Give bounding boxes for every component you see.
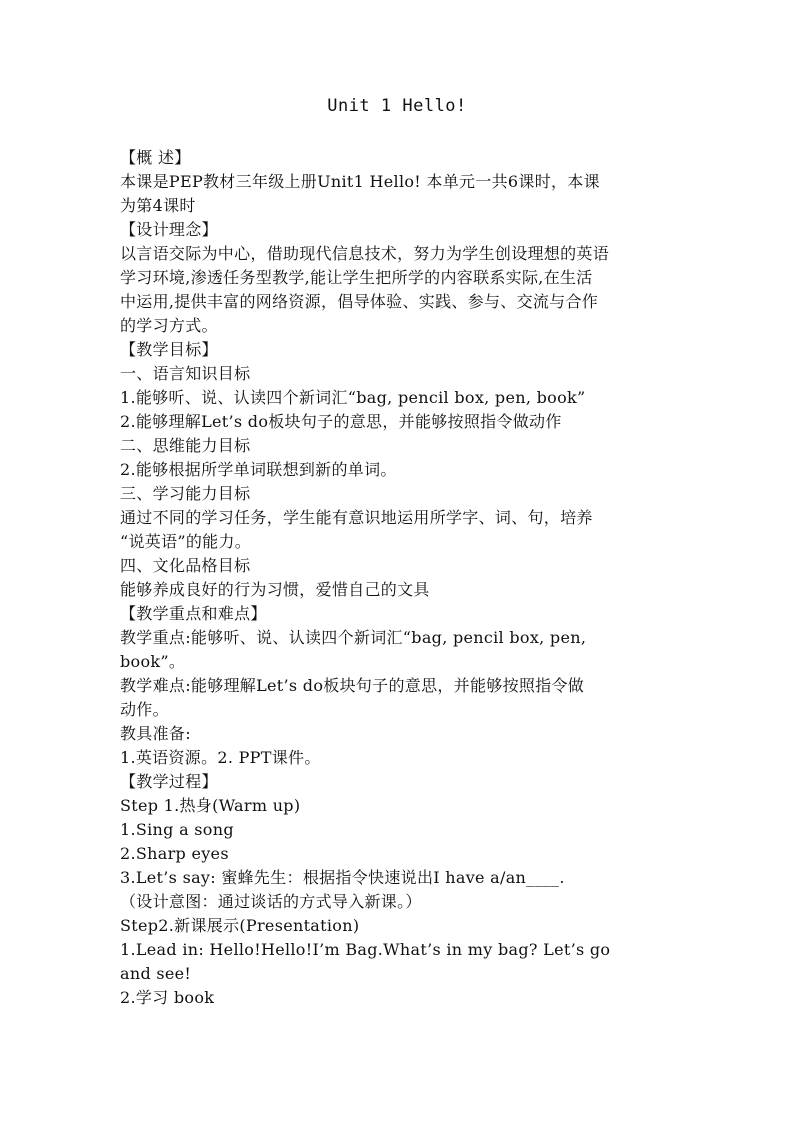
- text-line: 以言语交际为中心，借助现代信息技术，努力为学生创设理想的英语: [120, 244, 610, 263]
- text-line: 本课是PEP教材三年级上册Unit1 Hello! 本单元一共6课时，本课: [120, 172, 600, 191]
- text-line: 能够养成良好的行为习惯，爱惜自己的文具: [120, 580, 430, 599]
- text-line: and see!: [120, 964, 192, 983]
- subheading: 二、思维能力目标: [120, 436, 251, 455]
- text-line: 1.Sing a song: [120, 820, 234, 839]
- section-heading-design-concept: 【设计理念】: [120, 220, 218, 239]
- text-line: 2.能够理解Let’s do板块句子的意思，并能够按照指令做动作: [120, 412, 562, 431]
- text-line: 教学重点:能够听、说、认读四个新词汇“bag, pencil box, pen,: [120, 628, 587, 647]
- section-heading-key-points: 【教学重点和难点】: [120, 604, 267, 623]
- text-line: 2.学习 book: [120, 988, 215, 1007]
- document-body: [120, 146, 680, 1010]
- text-line: 2.能够根据所学单词联想到新的单词。: [120, 460, 397, 479]
- text-line: 动作。: [120, 700, 169, 719]
- section-heading-overview: 【概 述】: [120, 148, 191, 167]
- text-line: 教学难点:能够理解Let’s do板块句子的意思，并能够按照指令做: [120, 676, 585, 695]
- text-line: Step2.新课展示(Presentation): [120, 916, 360, 935]
- section-heading-teaching-process: 【教学过程】: [120, 772, 218, 791]
- subheading: 三、学习能力目标: [120, 484, 251, 503]
- text-line: 1.英语资源。2. PPT课件。: [120, 748, 321, 767]
- subheading: 一、语言知识目标: [120, 364, 251, 383]
- text-line: 1.能够听、说、认读四个新词汇“bag, pencil box, pen, book”: [120, 388, 586, 407]
- text-line: Step 1.热身(Warm up): [120, 796, 301, 815]
- text-line: 教具准备:: [120, 724, 191, 743]
- text-line: 2.Sharp eyes: [120, 844, 229, 863]
- text-line: （设计意图：通过谈话的方式导入新课。）: [120, 892, 422, 911]
- text-line: 的学习方式。: [120, 316, 218, 335]
- text-line: 为第4课时: [120, 196, 196, 215]
- text-line: 中运用,提供丰富的网络资源，倡导体验、实践、参与、交流与合作: [120, 292, 599, 311]
- text-line: 学习环境,渗透任务型教学,能让学生把所学的内容联系实际,在生活: [120, 268, 593, 287]
- text-line: 1.Lead in: Hello!Hello!I’m Bag.What’s in my bag? Let’s go: [120, 940, 611, 959]
- document-title: Unit 1 Hello!: [327, 96, 467, 116]
- text-line: 通过不同的学习任务，学生能有意识地运用所学字、词、句，培养: [120, 508, 593, 527]
- subheading: 四、文化品格目标: [120, 556, 251, 575]
- text-line: 3.Let’s say: 蜜蜂先生：根据指令快速说出I have a/an____.: [120, 868, 565, 887]
- section-heading-teaching-goals: 【教学目标】: [120, 340, 218, 359]
- text-line: “说英语”的能力。: [120, 532, 252, 551]
- text-line: book”。: [120, 652, 186, 671]
